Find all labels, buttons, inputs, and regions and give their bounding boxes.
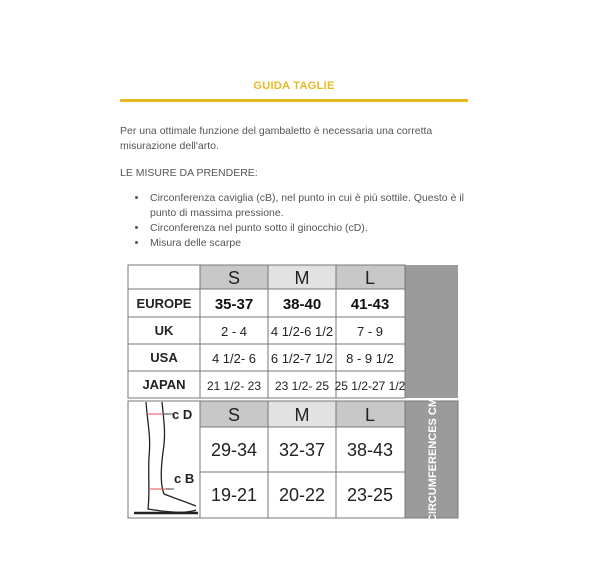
table-cell: 32-37 [278, 440, 326, 460]
size-header: L [364, 405, 376, 425]
size-header: L [364, 268, 376, 288]
table-cell: 8 - 9 1/2 [346, 351, 394, 366]
table-cell: 35-37 [214, 296, 254, 313]
table-cell: 20-22 [278, 485, 326, 505]
size-header: S [227, 405, 241, 425]
list-item: • Misura delle scarpe [148, 236, 488, 251]
tab-underline [120, 99, 468, 102]
size-header: S [227, 268, 241, 288]
list-item: • Circonferenza nel punto sotto il ginocchio (cD). [148, 221, 488, 236]
table-cell: 41-43 [350, 296, 390, 313]
table-cell: 4 1/2- 6 [211, 351, 257, 366]
row-label-uk: UK [154, 323, 174, 338]
cd-label: c D [172, 407, 193, 422]
table-cell: 23 1/2- 25 [274, 379, 330, 393]
measures-list [134, 191, 488, 251]
intro-text: Per una ottimale funzione del gambaletto è necessaria una corretta misurazione dell'arto. [120, 125, 433, 152]
row-label-usa: USA [150, 350, 178, 365]
list-item: • Circonferenza caviglia (cB), nel punto in cui è più sottile. Questo è il punto di massima pressione. [148, 191, 488, 221]
size-header: M [294, 405, 310, 425]
circumferences-label: CIRCUMFERENCES CM [427, 397, 439, 519]
table-cell: 4 1/2-6 1/2 [270, 324, 334, 339]
table-cell: 38-40 [282, 296, 322, 313]
row-label-europe: EUROPE [136, 296, 192, 311]
row-label-japan: JAPAN [142, 377, 186, 392]
table-cell: 19-21 [210, 485, 258, 505]
table-cell: 25 1/2-27 1/2 [334, 379, 406, 393]
table-cell: 29-34 [210, 440, 258, 460]
table-cell: 6 1/2-7 1/2 [270, 351, 334, 366]
table-cell: 7 - 9 [356, 324, 384, 339]
size-chart-image [126, 262, 460, 519]
size-chart-svg [126, 262, 460, 519]
tab-label: GUIDA TAGLIE [253, 80, 335, 92]
size-header: M [294, 268, 310, 288]
side-panel-top [405, 265, 458, 398]
size-guide-tab[interactable] [120, 80, 468, 92]
cb-label: c B [174, 471, 195, 486]
table-cell: 2 - 4 [220, 324, 248, 339]
table-cell: 23-25 [346, 485, 394, 505]
measures-heading: LE MISURE DA PRENDERE: [120, 167, 258, 179]
table-cell: 38-43 [346, 440, 394, 460]
table-cell: 21 1/2- 23 [206, 379, 262, 393]
